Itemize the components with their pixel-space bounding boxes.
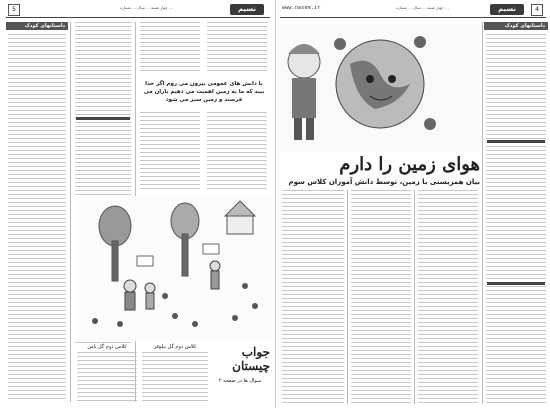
right-page — [275, 0, 550, 408]
text-column — [349, 190, 413, 404]
answer-list — [140, 352, 210, 404]
drawing-caption: کلاس دوم گل یاس — [87, 344, 127, 350]
column-heading: داستانهای کودک — [6, 22, 68, 30]
page-number: 5 — [8, 4, 20, 16]
masthead-logo: نسیم — [230, 4, 264, 15]
article-subtitle: بیان همزیستی با زمین، توسط دانش آموزان کلاس سوم — [288, 178, 480, 186]
text-column — [138, 112, 202, 192]
article-title: هوای زمین را دارم — [339, 154, 480, 175]
answer-caption: کلاس دوم گل نیلوفر — [153, 344, 197, 350]
masthead-logo: نسیم — [490, 4, 524, 15]
subhead-bar — [487, 140, 545, 143]
text-column — [205, 22, 269, 72]
answer-list — [75, 352, 139, 404]
column-divider — [482, 22, 483, 404]
column-heading: داستانهای کودک — [484, 22, 548, 30]
text-column — [205, 112, 269, 192]
header-info: چهار شنبه ... سال ... شماره ... — [396, 5, 449, 10]
column-divider — [70, 22, 71, 402]
subhead-bar — [487, 282, 545, 285]
text-column — [416, 190, 480, 404]
subhead-bar — [76, 117, 130, 120]
children-drawing — [75, 196, 271, 341]
text-column — [6, 22, 68, 402]
text-column — [484, 22, 548, 404]
drawing-illustration — [75, 196, 271, 341]
column-divider — [347, 190, 348, 404]
column-divider — [414, 190, 415, 404]
page-number: 4 — [531, 4, 543, 16]
header-rule — [280, 17, 546, 18]
text-column — [138, 22, 202, 72]
pull-quote: با دانش های عمومی بیرون می روم اگر خدا بیند که ما به زمین اهمیت می دهیم باران می فرستد و زمین سبز می شود — [143, 81, 265, 103]
answer-title: جواب چیستان — [232, 345, 270, 373]
header-info: چهار شنبه ... سال ... شماره ... — [120, 5, 173, 10]
text-column — [280, 190, 346, 404]
answer-subtitle: سوال ها در صفحه ۲ — [218, 378, 262, 384]
header-rule — [6, 17, 270, 18]
site-url: www.nasem.ir — [282, 5, 321, 11]
earth-illustration — [280, 24, 480, 152]
